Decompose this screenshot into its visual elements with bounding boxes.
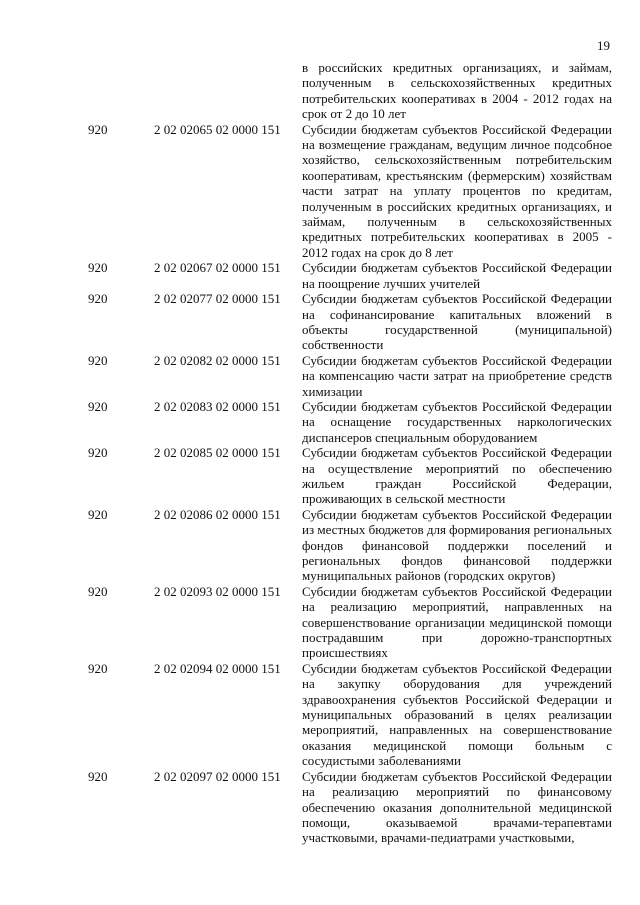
row-budget-code: 2 02 02077 02 0000 151 bbox=[154, 291, 281, 307]
row-description: Субсидии бюджетам субъектов Российской Федерации из местных бюджетов для формирования региональных фондов финансовой поддержки поселений и региональных фондов финансовой поддержки муниципальных районов (городских округов) bbox=[302, 506, 612, 584]
row-budget-code: 2 02 02065 02 0000 151 bbox=[154, 121, 281, 137]
table-row bbox=[0, 507, 640, 584]
row-description: Субсидии бюджетам субъектов Российской Федерации на закупку оборудования для учреждений здравоохранения субъектов Российской Федерации и муниципальных образований в целях реализации мероприятий, направленных на совершенствование оказания медицинской помощи больным с сосудистыми заболеваниями bbox=[302, 660, 612, 769]
row-admin-code: 920 bbox=[88, 583, 108, 599]
table-row-continuation bbox=[0, 60, 640, 122]
table-row bbox=[0, 353, 640, 399]
row-description: Субсидии бюджетам субъектов Российской Федерации на компенсацию части затрат на приобретение средств химизации bbox=[302, 352, 612, 399]
table-row bbox=[0, 584, 640, 661]
row-admin-code: 920 bbox=[88, 260, 108, 276]
table-row bbox=[0, 445, 640, 507]
budget-codes-table bbox=[0, 60, 640, 846]
row-description: Субсидии бюджетам субъектов Российской Федерации на поощрение лучших учителей bbox=[302, 260, 612, 291]
row-description: Субсидии бюджетам субъектов Российской Федерации на возмещение гражданам, ведущим личное подсобное хозяйство, сельскохозяйственным потребительским кооперативам, крестьянским (фермерским) хозяйствам части затрат на уплату процентов по кредитам, полученным в российских кредитных организациях, и займам, полученным в сельскохозяйственных кредитных потребительских кооперативах в 2005 - 2012 годах на срок до 8 лет bbox=[302, 121, 612, 260]
row-budget-code: 2 02 02094 02 0000 151 bbox=[154, 660, 281, 676]
table-row bbox=[0, 260, 640, 291]
table-row bbox=[0, 399, 640, 445]
row-admin-code: 920 bbox=[88, 352, 108, 368]
row-budget-code: 2 02 02085 02 0000 151 bbox=[154, 445, 281, 461]
table-row bbox=[0, 291, 640, 353]
row-budget-code: 2 02 02093 02 0000 151 bbox=[154, 583, 281, 599]
row-description: Субсидии бюджетам субъектов Российской Федерации на осуществление мероприятий по обеспечению жильем граждан Российской Федерации, проживающих в сельской местности bbox=[302, 445, 612, 507]
row-admin-code: 920 bbox=[88, 121, 108, 137]
page-number: 19 bbox=[597, 38, 610, 53]
table-row bbox=[0, 661, 640, 769]
row-description-continuation: в российских кредитных организациях, и займам, полученным в сельскохозяйственных кредитных потребительских кооперативах в 2004 - 2012 годах на срок от 2 до 10 лет bbox=[302, 60, 612, 122]
row-description: Субсидии бюджетам субъектов Российской Федерации на софинансирование капитальных вложений в объекты государственной (муниципальной) собственности bbox=[302, 291, 612, 353]
row-admin-code: 920 bbox=[88, 506, 108, 522]
row-admin-code: 920 bbox=[88, 291, 108, 307]
row-admin-code: 920 bbox=[88, 398, 108, 414]
table-row bbox=[0, 769, 640, 846]
row-description: Субсидии бюджетам субъектов Российской Федерации на оснащение государственных наркологических диспансеров специальным оборудованием bbox=[302, 398, 612, 445]
row-description: Субсидии бюджетам субъектов Российской Федерации на реализацию мероприятий, направленных на совершенствование организации медицинской помощи пострадавшим при дорожно-транспортных происшествиях bbox=[302, 583, 612, 661]
row-description: Субсидии бюджетам субъектов Российской Федерации на реализацию мероприятий по финансовому обеспечению оказания дополнительной медицинской помощи, оказываемой врачами-терапевтами участковыми, врачами-педиатрами участковыми, bbox=[302, 768, 612, 846]
row-admin-code: 920 bbox=[88, 768, 108, 784]
row-budget-code: 2 02 02097 02 0000 151 bbox=[154, 768, 281, 784]
row-admin-code: 920 bbox=[88, 445, 108, 461]
table-row bbox=[0, 122, 640, 261]
row-budget-code: 2 02 02082 02 0000 151 bbox=[154, 352, 281, 368]
row-budget-code: 2 02 02083 02 0000 151 bbox=[154, 398, 281, 414]
row-budget-code: 2 02 02067 02 0000 151 bbox=[154, 260, 281, 276]
row-budget-code: 2 02 02086 02 0000 151 bbox=[154, 506, 281, 522]
row-admin-code: 920 bbox=[88, 660, 108, 676]
